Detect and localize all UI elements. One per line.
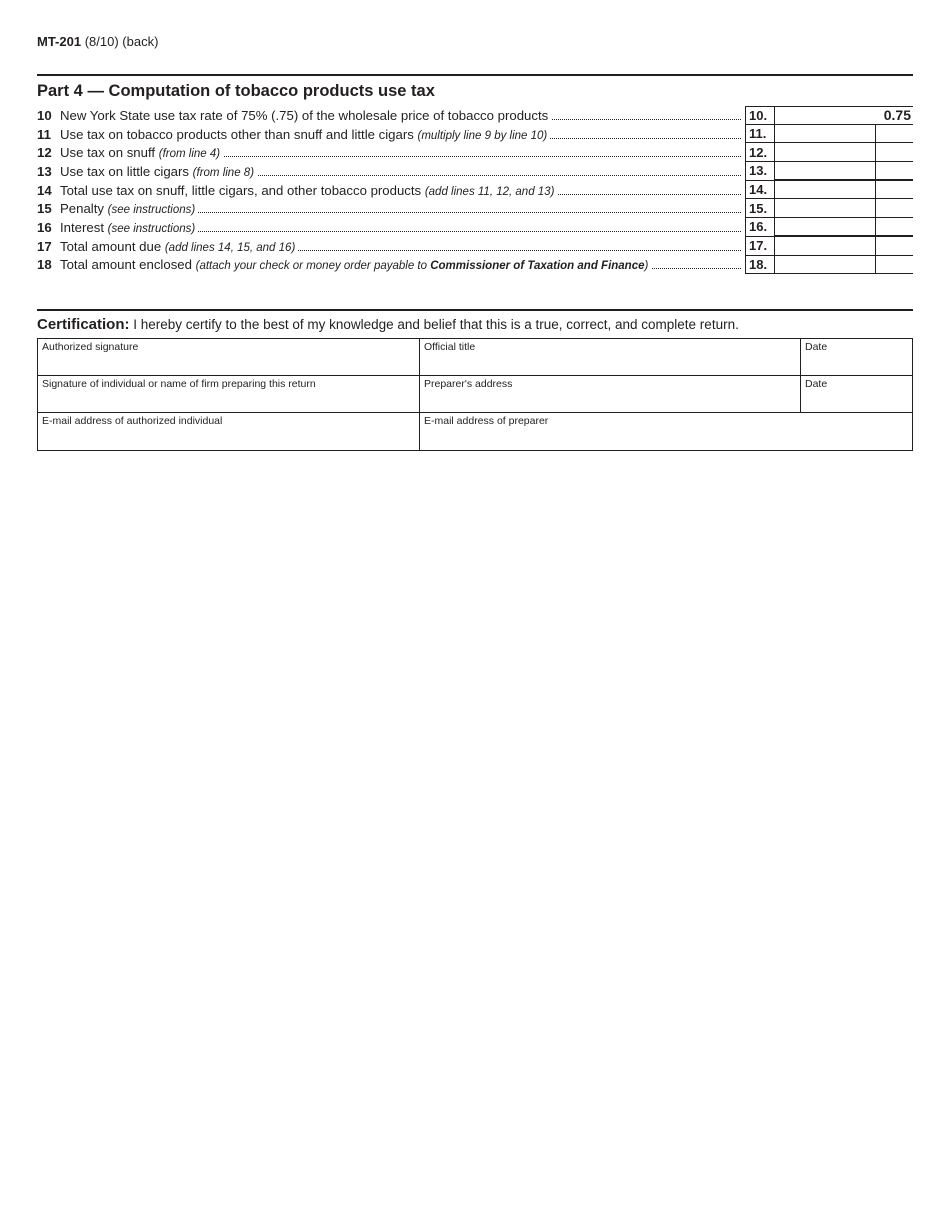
certification-grid [37,338,913,451]
line-text: Use tax on tobacco products other than snuff and little cigars [60,126,418,142]
box-label: 16. [745,218,775,237]
line-text: Total amount enclosed [60,257,196,273]
box-label: 17. [745,237,775,256]
line-11-amount[interactable] [775,125,876,144]
line-15-amount[interactable] [775,199,876,218]
line-note: (add lines 14, 15, and 16) [164,241,296,254]
line-14-cents[interactable] [876,181,913,200]
line-17 [37,237,913,256]
box-label: 14. [745,181,775,200]
line-text: Total amount due [60,238,165,254]
date-field-1[interactable] [801,339,912,376]
field-label: Signature of individual or name of firm preparing this return [42,378,316,390]
box-label: 12. [745,143,775,162]
line-number: 16 [37,219,52,235]
part4-lines [37,106,913,274]
part4-title: Part 4 — Computation of tobacco products use tax [37,82,435,100]
line-10-amount: 0.75 [775,106,913,125]
form-identifier [37,34,158,49]
line-15 [37,199,913,218]
line-note: (see instructions) [107,204,196,217]
line-16 [37,218,913,237]
line-note-bold: Commissioner of Taxation and Finance [430,260,645,273]
line-16-cents[interactable] [876,218,913,237]
line-note: (add lines 11, 12, and 13) [424,185,555,198]
line-note: (attach your check or money order payable to [195,260,431,273]
field-label: Preparer's address [424,378,513,390]
line-11-cents[interactable] [876,125,913,144]
field-label: Official title [424,341,476,353]
line-text: Use tax on snuff [60,145,159,161]
date-field-2[interactable] [801,376,912,413]
form-code: MT-201 [37,34,82,49]
line-note: (multiply line 9 by line 10) [417,129,548,142]
line-18-amount[interactable] [775,256,876,275]
line-17-amount[interactable] [775,237,876,256]
line-13 [37,162,913,181]
part4-section [37,74,913,274]
field-label: Date [805,378,828,390]
line-17-cents[interactable] [876,237,913,256]
line-note: (from line 8) [192,166,255,179]
line-14 [37,181,913,200]
line-text: New York State use tax rate of 75% (.75) of the wholesale price of tobacco products [60,107,549,123]
field-label: E-mail address of authorized individual [42,415,223,427]
line-number: 11 [37,126,51,142]
line-16-amount[interactable] [775,218,876,237]
line-text: Total use tax on snuff, little cigars, and other tobacco products [60,182,425,198]
preparer-address-field[interactable] [420,376,801,413]
line-number: 18 [37,257,52,273]
box-label: 13. [745,162,775,181]
certification-label: Certification: [37,316,130,333]
line-13-amount[interactable] [775,162,876,181]
box-label: 11. [745,125,775,144]
line-12 [37,143,913,162]
line-12-cents[interactable] [876,143,913,162]
line-text: Use tax on little cigars [60,163,193,179]
email-preparer-field[interactable] [420,413,912,450]
line-15-cents[interactable] [876,199,913,218]
line-text: Penalty [60,201,108,217]
authorized-signature-field[interactable] [38,339,420,376]
line-note: (see instructions) [107,222,196,235]
line-13-cents[interactable] [876,162,913,181]
line-text: Interest [60,219,108,235]
box-label: 15. [745,199,775,218]
box-label: 10. [745,106,775,125]
line-10 [37,106,913,125]
field-label: Authorized signature [42,341,139,353]
form-info: (8/10) (back) [84,34,159,49]
line-18-cents[interactable] [876,256,913,275]
line-note-end: ) [644,260,649,273]
line-11 [37,125,913,144]
line-number: 13 [37,163,52,179]
line-12-amount[interactable] [775,143,876,162]
line-14-amount[interactable] [775,181,876,200]
line-note: (from line 4) [158,148,221,161]
field-label: E-mail address of preparer [424,415,549,427]
line-number: 10 [37,107,52,123]
certification-statement: I hereby certify to the best of my knowledge and belief that this is a true, correct, and complete return. [129,317,739,332]
email-authorized-field[interactable] [38,413,420,450]
line-number: 14 [37,182,52,198]
line-number: 12 [37,145,52,161]
certification-heading [37,311,913,338]
certification-section [37,309,913,451]
preparer-signature-field[interactable] [38,376,420,413]
box-label: 18. [745,256,775,275]
official-title-field[interactable] [420,339,801,376]
field-label: Date [805,341,828,353]
line-18 [37,256,913,275]
line-number: 15 [37,201,52,217]
line-number: 17 [37,238,52,254]
